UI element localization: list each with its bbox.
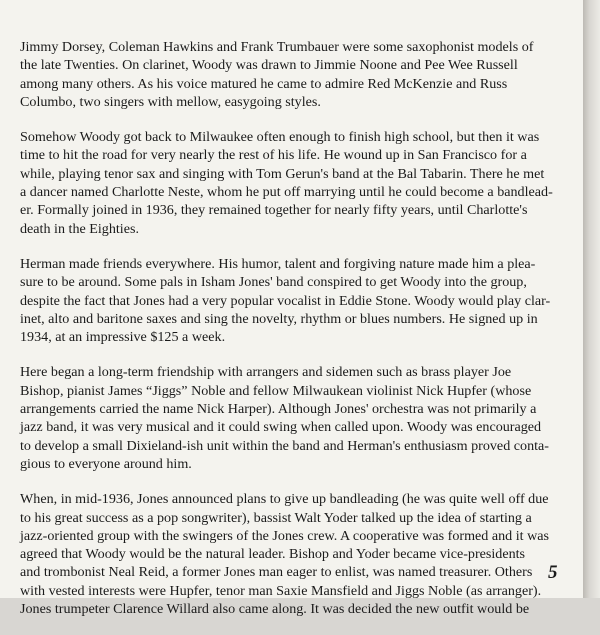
text-line: jazz-oriented group with the swingers of the Jones crew. A cooperative was formed and it was — [20, 527, 550, 544]
text-line: agreed that Woody would be the natural leader. Bishop and Yoder became vice-presidents — [20, 546, 526, 563]
paragraph — [20, 490, 572, 618]
text-line: er. Formally joined in 1936, they remained together for nearly fifty years, until Charlotte's — [20, 202, 528, 219]
text-line: the late Twenties. On clarinet, Woody was drawn to Jimmie Noone and Pee Wee Russell — [20, 57, 518, 74]
text-line: while, playing tenor sax and singing with Tom Gerun's band at the Bal Tabarin. There he met — [20, 165, 545, 182]
text-line: Columbo, two singers with mellow, easygoing styles. — [20, 93, 321, 110]
text-line: jazz band, it was very musical and it could swing when called upon. Woody was encouraged — [20, 419, 542, 436]
paragraph — [20, 38, 572, 111]
text-line: to his great success as a pop songwriter), bassist Walt Yoder talked up the idea of starting a — [20, 509, 532, 526]
text-line: with vested interests were Hupfer, tenor man Saxie Mansfield and Jiggs Noble (as arranger). — [20, 582, 542, 599]
text-line: Bishop, pianist James “Jiggs” Noble and fellow Milwaukean violinist Nick Hupfer (whose — [20, 382, 532, 399]
text-line: time to hit the road for very nearly the rest of his life. He wound up in San Francisco for a — [20, 147, 527, 164]
body-text — [20, 38, 572, 635]
text-line: inet, alto and baritone saxes and sing the novelty, rhythm or blues numbers. He signed up in — [20, 310, 538, 327]
text-line: death in the Eighties. — [20, 220, 139, 237]
text-line: despite the fact that Jones had a very popular vocalist in Eddie Stone. Woody would play clar- — [20, 292, 551, 309]
text-line: Herman made friends everywhere. His humor, talent and forgiving nature made him a plea- — [20, 255, 536, 272]
text-line: Somehow Woody got back to Milwaukee often enough to finish high school, but then it was — [20, 129, 540, 146]
paragraph — [20, 255, 572, 346]
text-line: a dancer named Charlotte Neste, whom he put off marrying until he could become a bandlead- — [20, 184, 553, 201]
text-line: 1934, at an impressive $125 a week. — [20, 329, 226, 346]
text-line: Jones trumpeter Clarence Willard also came along. It was decided the new outfit would be — [20, 601, 530, 618]
text-line: Here began a long-term friendship with arrangers and sidemen such as brass player Joe — [20, 364, 512, 381]
text-line: among many others. As his voice matured he came to admire Red McKenzie and Russ — [20, 75, 508, 92]
paragraph — [20, 363, 572, 473]
text-line: gious to everyone around him. — [20, 455, 192, 472]
text-line: and trombonist Neal Reid, a former Jones man eager to enlist, was named treasurer. Others — [20, 564, 533, 581]
page-number: 5 — [548, 562, 558, 583]
text-line: When, in mid-1936, Jones announced plans to give up bandleading (he was quite well off due — [20, 491, 549, 508]
text-line: arrangements carried the name Nick Harper). Although Jones' orchestra was not primarily a — [20, 401, 537, 418]
page-binding-edge — [583, 0, 600, 598]
text-line: to develop a small Dixieland-ish unit within the band and Herman's enthusiasm proved conta- — [20, 437, 549, 454]
text-line: sure to be around. Some pals in Isham Jones' band conspired to get Woody into the group, — [20, 274, 527, 291]
paragraph — [20, 128, 572, 238]
text-line: Jimmy Dorsey, Coleman Hawkins and Frank Trumbauer were some saxophonist models of — [20, 39, 534, 55]
